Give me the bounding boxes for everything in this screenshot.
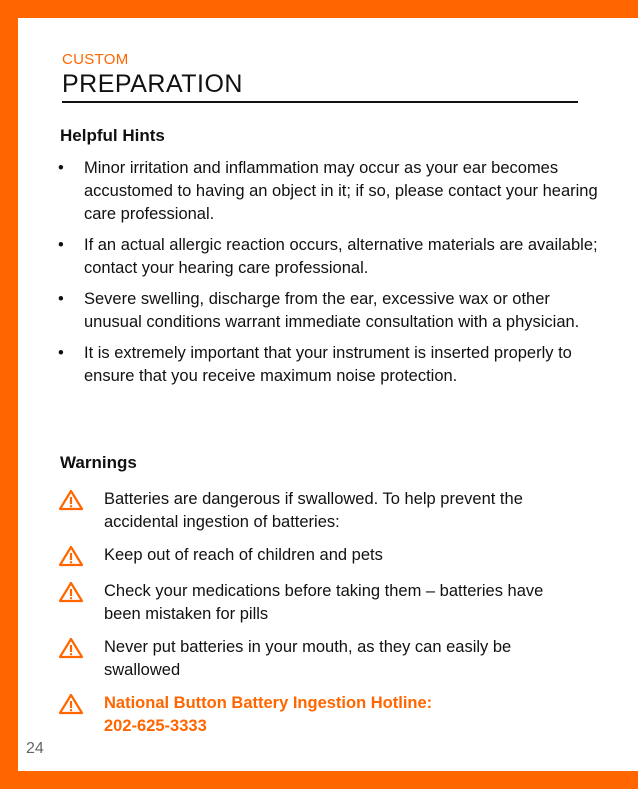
list-item: • If an actual allergic reaction occurs, alternative materials are available; contact your hearing care professional. [58, 236, 598, 277]
warning-text: Keep out of reach of children and pets [104, 546, 383, 564]
hotline-number: 202-625-3333 [104, 717, 207, 735]
warning-triangle-icon [58, 489, 84, 511]
list-item: • Severe swelling, discharge from the ear, excessive wax or other unusual conditions warrant immediate consultation with a physician. [58, 290, 580, 331]
warning-triangle-icon [58, 637, 84, 659]
page-title: PREPARATION [62, 70, 243, 98]
list-item: • Minor irritation and inflammation may occur as your ear becomes accustomed to having an object in it; if so, please contact your hearing care professional. [58, 159, 598, 223]
warning-text: Check your medications before taking them – batteries have been mistaken for pills [104, 582, 544, 623]
bullet-icon: • [58, 159, 64, 177]
hotline-label: National Button Battery Ingestion Hotline: [104, 694, 433, 712]
section-kicker: CUSTOM [62, 51, 129, 68]
page-number: 24 [26, 740, 44, 757]
warnings-heading: Warnings [60, 453, 137, 472]
bullet-icon: • [58, 236, 64, 254]
warning-triangle-icon [58, 581, 84, 603]
list-item: • It is extremely important that your instrument is inserted properly to ensure that you receive maximum noise protection. [58, 344, 572, 385]
bullet-icon: • [58, 290, 64, 308]
warning-text: Batteries are dangerous if swallowed. To help prevent the accidental ingestion of batteries: [104, 490, 523, 531]
manual-page [18, 18, 638, 771]
hints-list [58, 157, 598, 396]
hints-heading: Helpful Hints [60, 126, 165, 145]
bullet-icon: • [58, 344, 64, 362]
warning-text: Never put batteries in your mouth, as they can easily be swallowed [104, 638, 512, 679]
warning-triangle-icon [58, 693, 84, 715]
warning-triangle-icon [58, 545, 84, 567]
title-rule [62, 101, 578, 103]
hotline-text [104, 692, 574, 738]
